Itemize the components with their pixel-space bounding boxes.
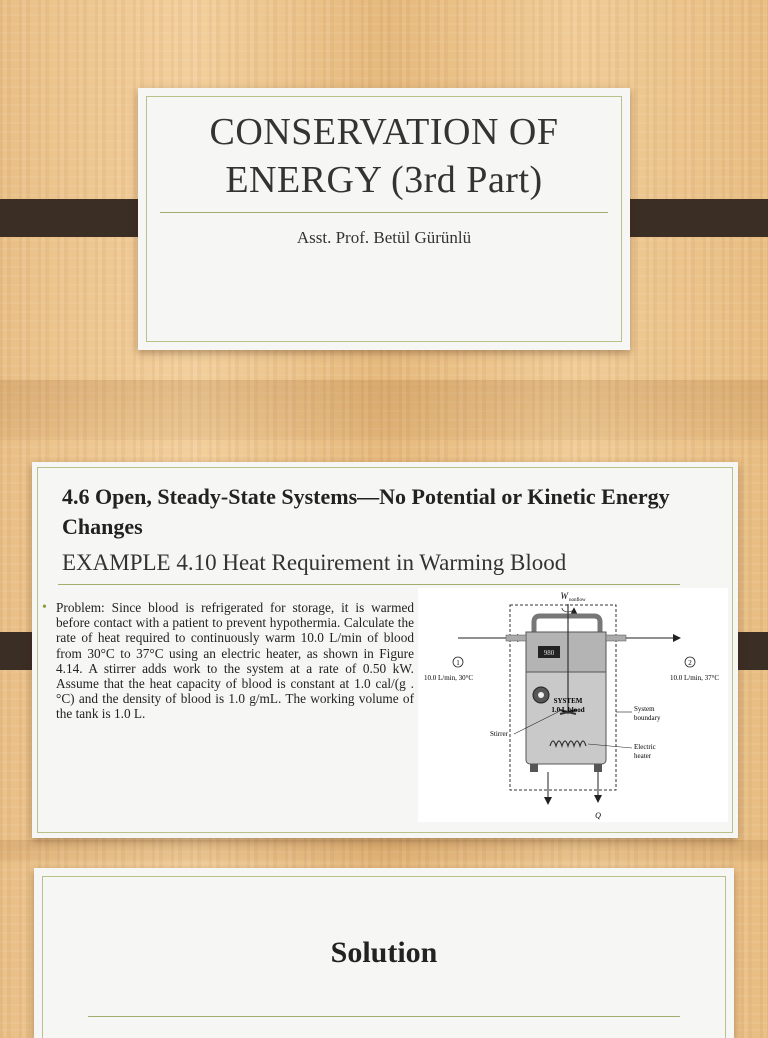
outlet-pipe bbox=[606, 635, 626, 641]
boundary-label: System bbox=[634, 705, 655, 713]
outlet-label: 10.0 L/min, 37°C bbox=[670, 674, 720, 682]
heading-divider bbox=[58, 584, 680, 585]
work-label: W bbox=[560, 591, 568, 601]
figure-diagram bbox=[418, 588, 728, 822]
bullet-item bbox=[42, 600, 414, 722]
tank-handle bbox=[534, 616, 600, 632]
title-divider bbox=[160, 212, 608, 213]
wood-band bbox=[0, 380, 768, 440]
tank-foot bbox=[594, 764, 602, 772]
heater-label: Electric bbox=[634, 743, 656, 751]
slide-author: Asst. Prof. Betül Gürünlü bbox=[296, 228, 472, 247]
bullet-icon: • bbox=[42, 600, 47, 615]
example-title: EXAMPLE 4.10 Heat Requirement in Warming Blood bbox=[62, 550, 567, 575]
inlet-label: 10.0 L/min, 30°C bbox=[424, 674, 474, 682]
title-divider bbox=[88, 1016, 680, 1017]
inlet-number: 1 bbox=[456, 659, 460, 667]
heat-label: Q bbox=[595, 811, 601, 820]
work-subscript: nonflow bbox=[569, 598, 586, 603]
slide-title-text: CONSERVATION OF ENERGY (3rd Part) bbox=[209, 111, 559, 201]
system-label: SYSTEM bbox=[553, 697, 583, 705]
strap-left bbox=[0, 199, 156, 237]
inlet-pipe bbox=[506, 635, 526, 641]
slide-example[interactable] bbox=[32, 462, 738, 838]
stirrer-label: Stirrer bbox=[490, 730, 508, 738]
slide-title[interactable] bbox=[138, 88, 630, 350]
tank-foot bbox=[530, 764, 538, 772]
strap-right bbox=[612, 199, 768, 237]
solution-title: Solution bbox=[330, 936, 438, 969]
section-heading: 4.6 Open, Steady-State Systems—No Potential or Kinetic Energy Changes bbox=[62, 484, 670, 539]
wood-band bbox=[0, 840, 768, 862]
heater-label: heater bbox=[634, 752, 652, 760]
display-value: 980 bbox=[543, 649, 555, 657]
slide-solution[interactable] bbox=[34, 868, 734, 1038]
system-volume-label: 1.0 L blood bbox=[551, 706, 585, 714]
blood-warmer-figure bbox=[418, 588, 728, 822]
outlet-number: 2 bbox=[688, 659, 692, 667]
knob-center bbox=[538, 692, 544, 698]
boundary-label: boundary bbox=[634, 714, 661, 722]
problem-text: Problem: Since blood is refrigerated for storage, it is warmed before contact with a patient to prevent hypothermia. Calculate the rate of heat required to continuously warm 10.0 L/min of blood from 30°C to 37°C using an electric heater, as shown in Figure 4.14. A stirrer adds work to the system at a rate of 0.50 kW. Assume that the heat capacity of blood is constant at 1.0 cal/(g . °C) and the density of blood is 1.0 g/mL. The working volume of the tank is 1.0 L. bbox=[56, 600, 414, 722]
